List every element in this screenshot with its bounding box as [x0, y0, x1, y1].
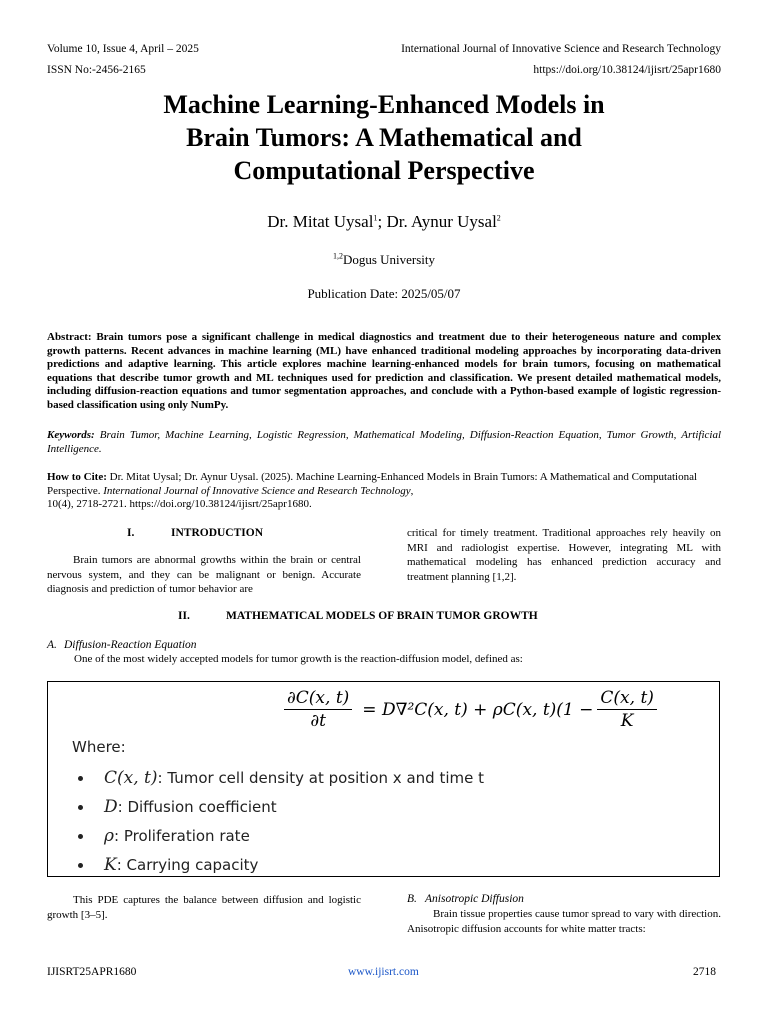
variable-desc: : Carrying capacity	[116, 856, 259, 874]
variable-desc: : Diffusion coefficient	[117, 798, 277, 816]
section-title: INTRODUCTION	[171, 527, 264, 539]
variable-item	[78, 797, 277, 817]
bullet-icon	[78, 863, 83, 868]
author-affil-sup: 2	[496, 213, 501, 223]
journal-name: International Journal of Innovative Science and Research Technology	[401, 43, 721, 55]
doi-link[interactable]: https://doi.org/10.38124/ijisrt/25apr1680	[533, 64, 721, 76]
intro-left-paragraph: Brain tumors are abnormal growths within the brain or central nervous system, and they can be malignant or benign. Accurate diagnosis and prediction of tumor behavior are	[47, 554, 361, 595]
bullet-icon	[78, 805, 83, 810]
reaction-diffusion-equation	[280, 688, 661, 731]
equation-figure	[47, 681, 720, 877]
rhs-fraction	[597, 688, 657, 731]
footer-article-id: IJISRT25APR1680	[47, 966, 137, 978]
title-line: Machine Learning-Enhanced Models in	[163, 90, 605, 119]
variable-desc: : Tumor cell density at position x and time t	[157, 769, 484, 787]
subsection-label: A.	[47, 639, 57, 651]
abstract	[47, 331, 721, 412]
intro-right-paragraph: critical for timely treatment. Traditional approaches rely heavily on MRI and radiologist expertise. However, integrating ML with mathematical modeling has enhanced prediction accuracy and treatment planning [1,2].	[407, 527, 721, 583]
affiliation-sup: 1,2	[332, 251, 343, 261]
affiliation-name: Dogus University	[342, 252, 436, 267]
lhs-denominator: ∂t	[310, 711, 326, 731]
citation-text: Dr. Mitat Uysal; Dr. Aynur Uysal. (2025). Machine Learning-Enhanced Models in Brain Tumors: A Mathematical and Computational Perspective.	[47, 471, 698, 497]
keywords	[47, 429, 721, 456]
variable-desc: : Proliferation rate	[114, 827, 250, 845]
variable-item	[78, 855, 258, 875]
rhs-denominator: K	[620, 711, 634, 731]
subsection-title: Anisotropic Diffusion	[425, 893, 524, 905]
bullet-icon	[78, 776, 83, 781]
footer-website-link[interactable]: www.ijisrt.com	[348, 966, 419, 978]
paper-title	[40, 88, 728, 187]
lhs-fraction	[284, 688, 352, 731]
citation-comma: ,	[410, 484, 414, 497]
variable-symbol: D	[104, 797, 118, 817]
lhs-numerator: ∂C(x, t)	[284, 688, 352, 710]
variable-symbol: C(x, t)	[104, 768, 158, 788]
section-number: II.	[178, 610, 190, 622]
author-separator: ;	[377, 212, 387, 231]
anisotropic-paragraph: Brain tissue properties cause tumor spread to vary with direction. Anisotropic diffusion accounts for white matter tracts:	[407, 908, 721, 935]
author-name: Dr. Aynur Uysal	[386, 212, 497, 231]
title-line: Brain Tumors: A Mathematical and	[186, 123, 582, 152]
pde-note-paragraph: This PDE captures the balance between diffusion and logistic growth [3–5].	[47, 894, 361, 921]
variable-item	[78, 826, 250, 846]
keywords-text: Brain Tumor, Machine Learning, Logistic Regression, Mathematical Modeling, Diffusion-Reaction Equation, Tumor Growth, Artificial Intelligence.	[47, 429, 722, 455]
citation	[47, 471, 721, 512]
abstract-text: Brain tumors pose a significant challenge in medical diagnostics and treatment due to their heterogeneous nature and complex growth patterns. Recent advances in machine learning (ML) have enhanced traditional modeling approaches by incorporating data-driven predictions and adaptive learning. This article explores machine learning-enhanced models for brain tumors, focusing on mathematical equations that describe tumor growth and ML techniques used for prediction and classification. We present detailed mathematical models, including diffusion-reaction equations and tumor segmentation approaches, and conclude with a Python-based example of logistic regression-based classification using only NumPy.	[47, 331, 722, 411]
abstract-label: Abstract:	[47, 331, 92, 343]
where-label: Where:	[72, 738, 126, 756]
author-name: Dr. Mitat Uysal	[267, 212, 374, 231]
citation-volume-doi: 10(4), 2718-2721. https://doi.org/10.38124/ijisrt/25apr1680.	[47, 498, 312, 510]
authors	[0, 212, 768, 232]
bullet-icon	[78, 834, 83, 839]
subsection-title: Diffusion-Reaction Equation	[64, 639, 197, 651]
issn: ISSN No:-2456-2165	[47, 64, 146, 76]
page-number: 2718	[693, 966, 716, 978]
author-affil-sup: 1	[373, 213, 378, 223]
rhs-numerator: C(x, t)	[597, 688, 657, 710]
affiliation	[0, 252, 768, 268]
variable-item	[78, 768, 484, 788]
section-title: MATHEMATICAL MODELS OF BRAIN TUMOR GROWTH	[226, 610, 538, 622]
title-line: Computational Perspective	[233, 156, 535, 185]
publication-date: Publication Date: 2025/05/07	[307, 286, 461, 301]
volume-info: Volume 10, Issue 4, April – 2025	[47, 43, 199, 55]
subsection-label: B.	[407, 893, 417, 905]
subsection-intro: One of the most widely accepted models for tumor growth is the reaction-diffusion model, defined as:	[74, 653, 523, 665]
citation-label: How to Cite:	[47, 471, 107, 483]
keywords-label: Keywords:	[47, 429, 95, 441]
variable-symbol: ρ	[104, 826, 114, 846]
citation-journal: International Journal of Innovative Science and Research Technology	[103, 484, 411, 497]
variable-symbol: K	[104, 855, 117, 875]
equation-middle: = D∇²C(x, t) + ρC(x, t)(1 −	[362, 699, 594, 720]
section-number: I.	[127, 527, 135, 539]
